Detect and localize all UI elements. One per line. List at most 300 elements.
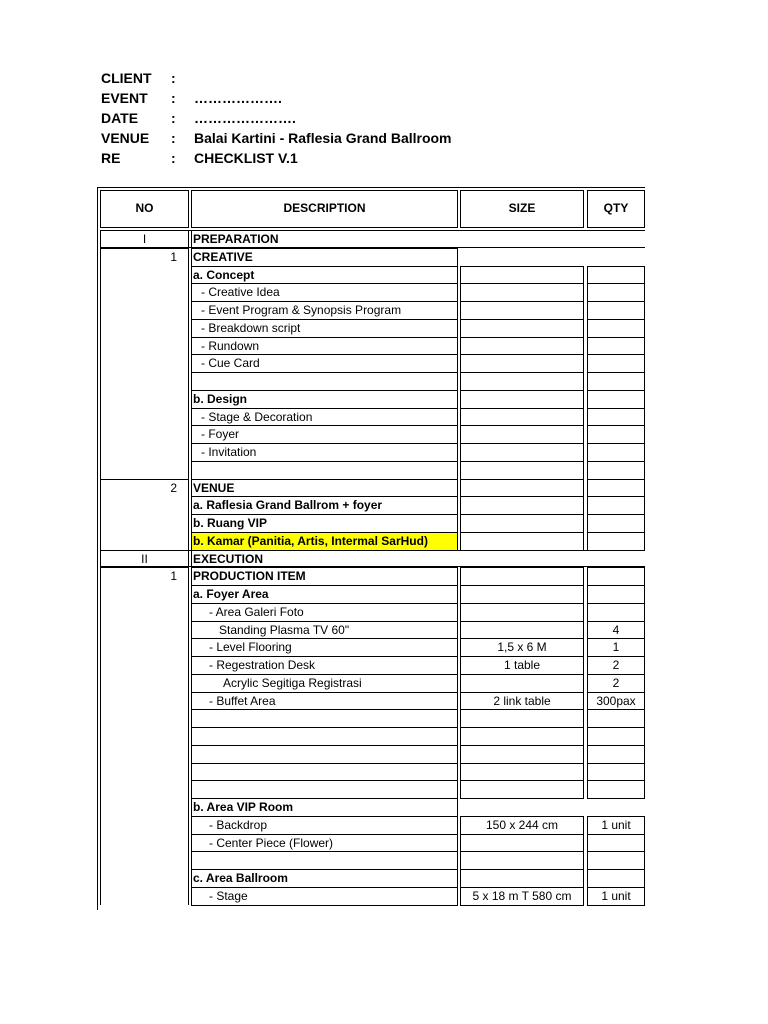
row-border: [100, 230, 645, 231]
cell-border: [188, 408, 189, 426]
row-border: [587, 479, 645, 480]
cell-border: [100, 372, 101, 390]
cell-border: [457, 727, 458, 745]
cell-border: [188, 567, 189, 585]
cell-border: [100, 230, 101, 248]
cell-border: [460, 283, 461, 301]
row-border: [587, 905, 645, 906]
header-box-edge: [460, 227, 584, 228]
row-description: VENUE: [193, 480, 235, 495]
cell-border: [460, 816, 461, 834]
cell-border: [583, 354, 584, 372]
cell-border: [188, 372, 189, 390]
row-qty: 4: [612, 622, 620, 637]
cell-border: [188, 496, 189, 514]
cell-border: [457, 656, 458, 674]
cell-border: [460, 780, 461, 798]
row-border: [587, 656, 645, 657]
row-border: [587, 798, 645, 799]
col-header-size: SIZE: [508, 201, 536, 215]
re-label: RE: [101, 150, 121, 166]
cell-border: [587, 496, 588, 514]
cell-border: [587, 656, 588, 674]
cell-border: [457, 745, 458, 763]
cell-border: [587, 461, 588, 479]
row-size: 5 x 18 m T 580 cm: [472, 888, 572, 903]
row-border: [460, 532, 584, 533]
cell-border: [587, 443, 588, 461]
cell-border: [100, 887, 101, 905]
cell-border: [583, 337, 584, 355]
cell-border: [644, 372, 645, 390]
cell-border: [644, 816, 645, 834]
cell-border: [100, 319, 101, 337]
row-border: [587, 266, 645, 267]
cell-border: [100, 621, 101, 639]
cell-border: [188, 514, 189, 532]
cell-border: [583, 408, 584, 426]
cell-border: [460, 461, 461, 479]
row-border: [460, 745, 584, 746]
row-description: CREATIVE: [193, 249, 253, 264]
cell-border: [587, 692, 588, 710]
row-description: b. Area VIP Room: [193, 800, 294, 814]
cell-border: [100, 745, 101, 763]
row-description: - Event Program & Synopsis Program: [201, 303, 402, 317]
cell-border: [460, 479, 461, 497]
cell-border: [100, 851, 101, 869]
row-border: [191, 532, 458, 533]
row-qty: 300pax: [596, 693, 636, 708]
table-left-border: [97, 187, 98, 910]
row-border: [587, 585, 645, 586]
row-border: [191, 763, 458, 764]
cell-border: [457, 390, 458, 408]
cell-border: [587, 816, 588, 834]
cell-border: [583, 692, 584, 710]
cell-border: [587, 709, 588, 727]
cell-border: [188, 585, 189, 603]
row-border: [100, 479, 189, 480]
cell-border: [188, 887, 189, 905]
row-border: [191, 709, 458, 710]
cell-border: [644, 532, 645, 550]
cell-border: [191, 390, 192, 408]
cell-border: [644, 638, 645, 656]
cell-border: [583, 656, 584, 674]
cell-border: [457, 425, 458, 443]
row-border: [191, 408, 458, 409]
cell-border: [457, 514, 458, 532]
cell-border: [188, 354, 189, 372]
cell-border: [644, 656, 645, 674]
cell-border: [587, 585, 588, 603]
cell-border: [583, 674, 584, 692]
row-border: [191, 603, 458, 604]
row-qty: 1: [612, 640, 620, 655]
row-border: [460, 763, 584, 764]
colon: :: [171, 90, 176, 106]
cell-border: [100, 869, 101, 887]
row-description: - Stage: [209, 888, 248, 903]
cell-border: [457, 834, 458, 852]
cell-border: [587, 479, 588, 497]
row-border: [460, 727, 584, 728]
cell-border: [583, 851, 584, 869]
cell-border: [460, 727, 461, 745]
row-border: [191, 780, 458, 781]
row-border: [100, 567, 189, 568]
row-border: [587, 780, 645, 781]
row-border: [460, 283, 584, 284]
row-number: 1: [170, 249, 177, 264]
row-border: [460, 408, 584, 409]
cell-border: [100, 816, 101, 834]
row-border: [100, 248, 189, 249]
row-description: - Foyer: [201, 427, 240, 442]
row-border: [460, 425, 584, 426]
cell-border: [191, 532, 192, 550]
cell-border: [457, 266, 458, 284]
cell-border: [460, 763, 461, 781]
cell-border: [587, 425, 588, 443]
row-border: [460, 514, 584, 515]
cell-border: [100, 798, 101, 816]
cell-border: [191, 301, 192, 319]
cell-border: [100, 408, 101, 426]
row-border: [100, 550, 645, 551]
row-description: Acrylic Segitiga Registrasi: [223, 675, 362, 690]
cell-border: [188, 337, 189, 355]
cell-border: [587, 603, 588, 621]
cell-border: [583, 443, 584, 461]
cell-border: [457, 443, 458, 461]
cell-border: [191, 887, 192, 905]
cell-border: [100, 266, 101, 284]
cell-border: [587, 621, 588, 639]
row-border: [460, 638, 584, 639]
cell-border: [191, 248, 192, 266]
cell-border: [583, 283, 584, 301]
row-border: [587, 745, 645, 746]
cell-border: [457, 638, 458, 656]
cell-border: [457, 851, 458, 869]
row-description: - Backdrop: [209, 817, 268, 832]
cell-border: [583, 709, 584, 727]
row-border: [587, 496, 645, 497]
cell-border: [191, 816, 192, 834]
row-description: EXECUTION: [193, 551, 264, 566]
date-label: DATE: [101, 110, 139, 126]
row-border: [191, 283, 458, 284]
cell-border: [587, 567, 588, 585]
row-border: [460, 656, 584, 657]
row-border: [587, 851, 645, 852]
row-border: [460, 479, 584, 480]
cell-border: [587, 354, 588, 372]
row-border: [191, 425, 458, 426]
cell-border: [460, 585, 461, 603]
cell-border: [100, 479, 101, 497]
cell-border: [583, 603, 584, 621]
row-border: [587, 390, 645, 391]
cell-border: [587, 301, 588, 319]
row-border: [191, 905, 458, 906]
cell-border: [457, 869, 458, 887]
row-description: c. Area Ballroom: [193, 871, 288, 885]
cell-border: [457, 763, 458, 781]
cell-border: [457, 816, 458, 834]
row-border: [460, 834, 584, 835]
venue-value: Balai Kartini - Raflesia Grand Ballroom: [194, 130, 452, 146]
cell-border: [100, 248, 101, 266]
row-border: [460, 266, 584, 267]
row-border: [191, 834, 458, 835]
row-border: [460, 816, 584, 817]
cell-border: [457, 674, 458, 692]
date-value: ………………….: [194, 110, 296, 126]
cell-border: [583, 319, 584, 337]
row-description: - Center Piece (Flower): [209, 835, 334, 850]
cell-border: [188, 266, 189, 284]
row-border: [460, 692, 584, 693]
row-description: a. Foyer Area: [193, 587, 269, 601]
cell-border: [191, 283, 192, 301]
cell-border: [191, 230, 192, 248]
cell-border: [188, 301, 189, 319]
cell-border: [191, 674, 192, 692]
cell-border: [460, 709, 461, 727]
cell-border: [587, 745, 588, 763]
cell-border: [644, 266, 645, 284]
cell-border: [100, 550, 101, 568]
cell-border: [188, 230, 189, 248]
cell-border: [457, 319, 458, 337]
cell-border: [587, 532, 588, 550]
cell-border: [188, 745, 189, 763]
cell-border: [457, 532, 458, 550]
colon: :: [171, 70, 176, 86]
cell-border: [188, 816, 189, 834]
cell-border: [460, 372, 461, 390]
cell-border: [460, 354, 461, 372]
cell-border: [457, 372, 458, 390]
row-border: [191, 266, 458, 267]
row-border: [460, 390, 584, 391]
cell-border: [188, 798, 189, 816]
row-border: [191, 319, 458, 320]
cell-border: [457, 692, 458, 710]
cell-border: [587, 283, 588, 301]
cell-border: [583, 834, 584, 852]
cell-border: [188, 621, 189, 639]
row-border: [191, 621, 458, 622]
colon: :: [171, 150, 176, 166]
row-border: [587, 283, 645, 284]
event-value: ……………….: [194, 90, 282, 106]
row-border: [191, 301, 458, 302]
cell-border: [644, 834, 645, 852]
cell-border: [188, 656, 189, 674]
cell-border: [583, 372, 584, 390]
cell-border: [100, 692, 101, 710]
cell-border: [191, 745, 192, 763]
cell-border: [191, 337, 192, 355]
cell-border: [191, 834, 192, 852]
row-border: [460, 337, 584, 338]
cell-border: [460, 692, 461, 710]
cell-border: [191, 354, 192, 372]
cell-border: [100, 337, 101, 355]
row-border: [191, 479, 458, 480]
cell-border: [100, 443, 101, 461]
event-label: EVENT: [101, 90, 148, 106]
row-border: [587, 372, 645, 373]
row-description: - Buffet Area: [209, 693, 276, 708]
cell-border: [587, 337, 588, 355]
cell-border: [100, 780, 101, 798]
cell-border: [644, 869, 645, 887]
cell-border: [191, 514, 192, 532]
cell-border: [644, 514, 645, 532]
row-border: [587, 727, 645, 728]
row-border: [191, 745, 458, 746]
row-border: [587, 603, 645, 604]
row-border: [191, 443, 458, 444]
cell-border: [460, 638, 461, 656]
cell-border: [644, 408, 645, 426]
cell-border: [583, 585, 584, 603]
cell-border: [100, 301, 101, 319]
row-description: - Invitation: [201, 445, 257, 459]
row-border: [191, 674, 458, 675]
cell-border: [644, 443, 645, 461]
cell-border: [191, 869, 192, 887]
cell-border: [100, 834, 101, 852]
row-border: [460, 887, 584, 888]
cell-border: [644, 780, 645, 798]
cell-border: [100, 567, 101, 585]
cell-border: [191, 763, 192, 781]
row-border: [460, 851, 584, 852]
row-description: - Regestration Desk: [209, 658, 316, 672]
cell-border: [644, 479, 645, 497]
cell-border: [457, 408, 458, 426]
row-description: - Breakdown script: [201, 320, 301, 335]
cell-border: [644, 763, 645, 781]
cell-border: [587, 763, 588, 781]
cell-border: [644, 727, 645, 745]
cell-border: [583, 496, 584, 514]
cell-border: [191, 585, 192, 603]
row-size: 1,5 x 6 M: [497, 640, 547, 655]
cell-border: [587, 266, 588, 284]
cell-border: [457, 780, 458, 798]
row-description: a. Raflesia Grand Ballrom + foyer: [193, 498, 383, 513]
cell-border: [457, 337, 458, 355]
row-border: [587, 692, 645, 693]
cell-border: [188, 390, 189, 408]
cell-border: [191, 319, 192, 337]
cell-border: [460, 745, 461, 763]
row-description: Standing Plasma TV 60": [219, 622, 350, 637]
cell-border: [583, 727, 584, 745]
cell-border: [583, 887, 584, 905]
cell-border: [583, 266, 584, 284]
cell-border: [460, 532, 461, 550]
cell-border: [191, 408, 192, 426]
header-box-edge: [460, 190, 584, 191]
cell-border: [191, 479, 192, 497]
cell-border: [460, 834, 461, 852]
row-description: - Rundown: [201, 338, 260, 353]
cell-border: [188, 869, 189, 887]
row-qty: 1 unit: [601, 817, 631, 832]
cell-border: [191, 780, 192, 798]
cell-border: [644, 621, 645, 639]
cell-border: [644, 461, 645, 479]
row-border: [191, 461, 458, 462]
row-border: [587, 319, 645, 320]
cell-border: [191, 461, 192, 479]
cell-border: [644, 319, 645, 337]
row-border: [587, 621, 645, 622]
row-border: [587, 816, 645, 817]
cell-border: [460, 851, 461, 869]
row-qty: 1 unit: [601, 888, 631, 903]
row-border: [460, 780, 584, 781]
row-border: [191, 372, 458, 373]
cell-border: [191, 656, 192, 674]
cell-border: [587, 887, 588, 905]
cell-border: [644, 425, 645, 443]
cell-border: [644, 337, 645, 355]
row-border: [191, 390, 458, 391]
cell-border: [644, 283, 645, 301]
row-description: PRODUCTION ITEM: [193, 569, 306, 584]
row-description: - Cue Card: [201, 356, 260, 371]
cell-border: [188, 461, 189, 479]
cell-border: [460, 301, 461, 319]
cell-border: [457, 283, 458, 301]
cell-border: [587, 834, 588, 852]
row-border: [587, 709, 645, 710]
row-number: II: [141, 551, 148, 566]
row-description: PREPARATION: [193, 232, 279, 246]
row-border: [460, 461, 584, 462]
row-qty: 2: [612, 658, 620, 672]
cell-border: [191, 621, 192, 639]
cell-border: [587, 727, 588, 745]
cell-border: [188, 425, 189, 443]
cell-border: [457, 603, 458, 621]
row-border: [587, 887, 645, 888]
row-border: [460, 674, 584, 675]
row-number: 1: [170, 569, 177, 584]
cell-border: [457, 798, 458, 816]
cell-border: [460, 656, 461, 674]
cell-border: [188, 283, 189, 301]
cell-border: [644, 390, 645, 408]
row-border: [460, 905, 584, 906]
cell-border: [460, 603, 461, 621]
cell-border: [191, 727, 192, 745]
cell-border: [100, 763, 101, 781]
row-border: [191, 248, 458, 249]
row-number: 2: [170, 480, 177, 495]
cell-border: [188, 727, 189, 745]
row-border: [191, 354, 458, 355]
